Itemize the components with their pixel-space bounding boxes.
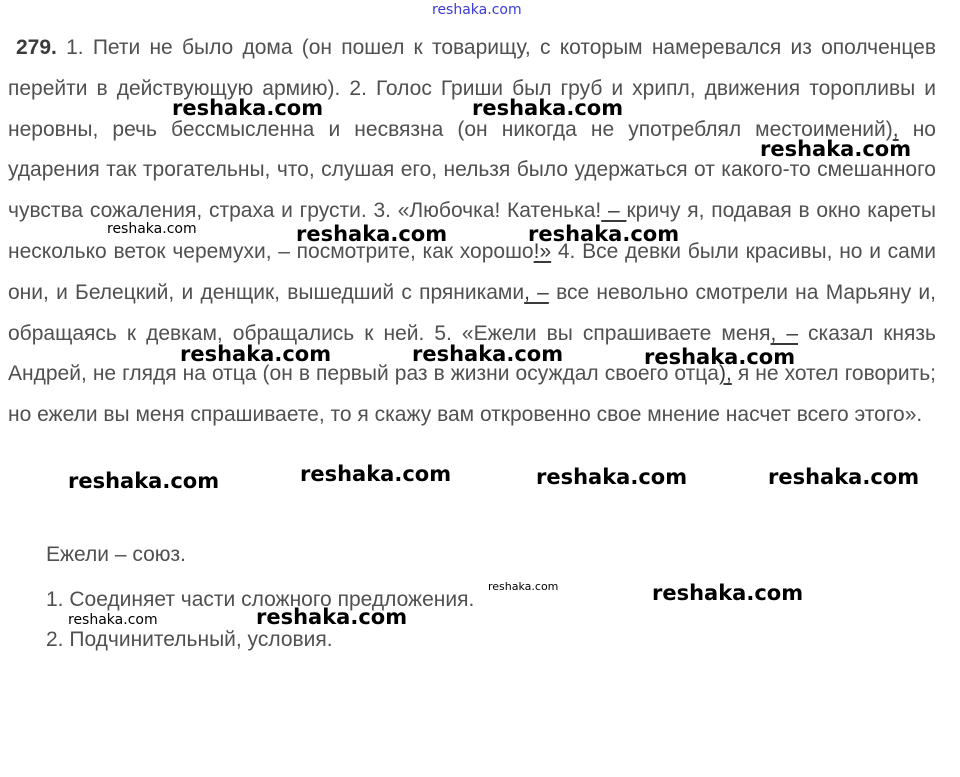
watermark: reshaka.com bbox=[300, 462, 452, 486]
watermark: reshaka.com bbox=[760, 137, 912, 161]
notes-item-1: 1. Соединяет части сложного предложения. bbox=[46, 588, 475, 611]
watermark: reshaka.com bbox=[644, 345, 796, 369]
watermark: reshaka.com bbox=[652, 581, 804, 605]
exercise-number: 279. bbox=[16, 36, 57, 59]
punctuation-mark: !» bbox=[533, 239, 552, 263]
punctuation-mark: – bbox=[601, 199, 627, 223]
watermark: reshaka.com bbox=[488, 580, 559, 593]
punctuation-mark: , – bbox=[770, 321, 799, 345]
text-segment: 1. Пети не было дома (он пошел к товарищу, с которым намеревался из ополченцев перейти в действующую армию). 2. Голос Гриши был груб и хрипл, движения торопливы и неровны, речь бессмысленна и несвязна (он никогда не употреблял местоимений) bbox=[8, 36, 936, 141]
watermark: reshaka.com bbox=[768, 465, 920, 489]
watermark: reshaka.com bbox=[172, 96, 324, 120]
notes-heading: Ежели – союз. bbox=[46, 543, 186, 566]
notes-item-2: 2. Подчинительный, условия. bbox=[46, 628, 333, 651]
watermark: reshaka.com bbox=[107, 221, 197, 237]
text-segment: сказал князь Андрей, не глядя на отца (он в первый раз в жизни осуждал своего отца bbox=[8, 321, 936, 386]
punctuation-mark: , bbox=[892, 117, 899, 141]
watermark: reshaka.com bbox=[412, 342, 564, 366]
watermark: reshaka.com bbox=[180, 342, 332, 366]
punctuation-mark: ), bbox=[718, 362, 732, 386]
watermark: reshaka.com bbox=[528, 222, 680, 246]
text-segment: кричу я, подавая в окно кареты несколько веток черемухи, – посмотрите, как хорошо bbox=[8, 199, 936, 263]
watermark: reshaka.com bbox=[432, 2, 522, 18]
text-segment: все невольно смотрели на Марьяну и, обращаясь к девкам, обращались к ней. 5. «Ежели вы спрашиваете меня bbox=[8, 280, 936, 345]
text-segment: 4. Все девки были красивы, но и сами они, и Белецкий, и денщик, вышедший с пряниками bbox=[8, 239, 937, 304]
watermark: reshaka.com bbox=[68, 612, 158, 628]
watermark: reshaka.com bbox=[296, 222, 448, 246]
watermark: reshaka.com bbox=[472, 96, 624, 120]
text-segment: но ударения так трогательны, что, слушая его, нельзя было удержаться от какого-то смешанного чувства сожаления, страха и грусти. 3. «Любочка! Катенька! bbox=[8, 117, 936, 223]
punctuation-mark: , – bbox=[524, 280, 549, 304]
watermark: reshaka.com bbox=[536, 465, 688, 489]
watermark: reshaka.com bbox=[68, 469, 220, 493]
text-segment: я не хотел говорить; но ежели вы меня спрашиваете, то я скажу вам откровенно свое мнение насчет всего этого». bbox=[8, 362, 936, 427]
watermark: reshaka.com bbox=[256, 605, 408, 629]
